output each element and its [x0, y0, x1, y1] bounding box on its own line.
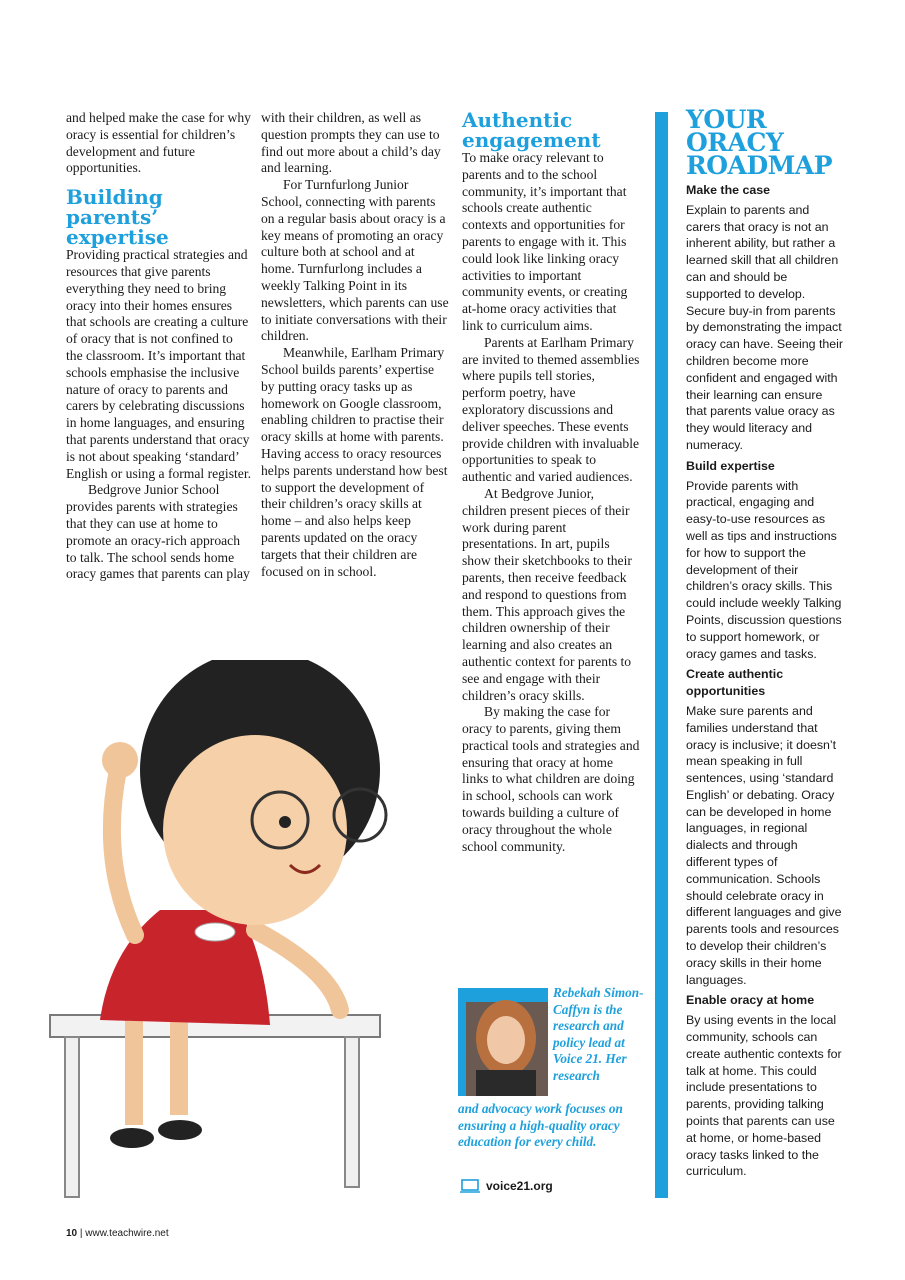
roadmap-body-make-the-case: Explain to parents and carers that oracy is not an inherent ability, but rather a learned skill that all children can and should be supported to develop. Secure buy-in from parents by demonstrating the impact oracy can have. Seeing their children become more confident and engaged with their learning can ensure that parents value oracy as they would literacy and numeracy. [686, 202, 844, 452]
column1-para2: Bedgrove Junior School provides parents with strategies that they can use at home to promote an oracy-rich approach to talk. The school sends home oracy games that parents can play [66, 482, 250, 582]
roadmap-title [686, 105, 844, 180]
roadmap-body-create-opportunities: Make sure parents and families understand that oracy is inclusive; it doesn’t mean speaking in full sentences, using ‘standard English’ or debating. Oracy can be developed in home languages, in regional dialects and through different types of communication. Schools should celebrate oracy in different languages and give parents tools and resources to develop their children’s oracy skills in their home languages. [686, 703, 842, 987]
website-link[interactable] [460, 1179, 553, 1193]
page-footer [66, 1228, 169, 1239]
roadmap-accent-bar [655, 112, 668, 1198]
roadmap-heading-enable-oracy: Enable oracy at home [686, 993, 815, 1008]
author-bio-bottom: and advocacy work focuses on ensuring a high-quality oracy education for every child. [458, 1101, 623, 1150]
column3-para4: By making the case for oracy to parents, giving them practical tools and strategies and ensuring that oracy at home links to what children are doing in school, schools can work towards building a culture of oracy throughout the whole school community. [462, 704, 640, 854]
roadmap-heading-create-opportunities: Create authentic opportunities [686, 667, 784, 699]
girl-illustration [40, 660, 450, 1220]
article-column-2 [261, 110, 449, 580]
roadmap-title-line2: ORACY [686, 128, 784, 157]
website-text[interactable]: voice21.org [486, 1179, 553, 1193]
column3-para1: To make oracy relevant to parents and to the school community, it’s important that schools create authentic contexts and opportunities for parents to engage with it. This could look like linking oracy activities to important community events, or creating at-home oracy activities that link to curriculum aims. [462, 150, 628, 333]
roadmap-title-line3: ROADMAP [686, 151, 832, 180]
column1-intro: and helped make the case for why oracy is essential for children’s development and future opportunities. [66, 110, 251, 176]
author-bio-top: Rebekah Simon-Caffyn is the research and policy lead at Voice 21. Her research [553, 985, 644, 1083]
column3-para3: At Bedgrove Junior, children present pieces of their work during parent presentations. In art, pupils show their sketchbooks to their parents, then receive feedback and respond to questions from them. This approach gives the children ownership of their learning and also creates an authentic context for parents to see and engage with their children’s oracy skills. [462, 485, 632, 703]
roadmap-body-build-expertise: Provide parents with practical, engaging and easy-to-use resources as well as tips and instructions for how to support the development of their children’s oracy skills. This could include weekly Talking Points, discussion questions to support homework, or oracy games and tasks. [686, 478, 842, 661]
roadmap-title-line1: YOUR [686, 105, 767, 134]
column2-para2: For Turnfurlong Junior School, connecting with parents on a regular basis about oracy is a key means of promoting an oracy culture both at school and at home. Turnfurlong includes a weekly Talking Point in its newsletters, which parents can use to initiate conversations with their children. [261, 177, 449, 344]
roadmap-body-enable-oracy: By using events in the local community, schools can create authentic contexts for talk at home. This could include presentations to parents, providing talking points that parents can use at home, or home-based oracy tasks linked to the curriculum. [686, 1013, 842, 1179]
laptop-icon [460, 1179, 480, 1193]
roadmap-heading-make-the-case: Make the case [686, 183, 771, 197]
building-expertise-heading: Building parents’ expertise [66, 185, 169, 250]
footer-separator: | [77, 1228, 86, 1239]
column2-para1: with their children, as well as question prompts they can use to find out more about a child’s day and learning. [261, 110, 441, 176]
footer-site[interactable]: www.teachwire.net [85, 1228, 169, 1239]
article-column-1 [66, 110, 251, 583]
authentic-engagement-heading: Authentic engagement [462, 108, 601, 152]
article-column-3 [462, 110, 640, 855]
oracy-roadmap-sidebar [686, 105, 844, 1180]
page-number: 10 [66, 1228, 78, 1239]
column1-para1: Providing practical strategies and resources that give parents everything they need to bring oracy into their homes ensures that schools are creating a culture of oracy that is not confined to the classroom. It’s important that schools emphasise the inclusive nature of oracy to parents and carers by celebrating discussions in home languages, and ensuring that parents understand that oracy is not about speaking ‘standard’ English or using a formal register. [66, 247, 251, 481]
column2-para3: Meanwhile, Earlham Primary School builds parents’ expertise by putting oracy tasks up as homework on Google classroom, enabling children to practise their oracy skills at home with parents. Having access to oracy resources helps parents understand how best to support the development of their children’s oracy skills at home – and also helps keep parents updated on the oracy targets that their children are focused on in school. [261, 345, 448, 579]
roadmap-heading-build-expertise: Build expertise [686, 458, 775, 473]
author-photo [458, 988, 548, 1096]
column3-para2: Parents at Earlham Primary are invited to themed assemblies where pupils tell stories, perform poetry, have exploratory discussions and deliver speeches. These events provide children with invaluable opportunities to speak to authentic and varied audiences. [462, 334, 640, 485]
